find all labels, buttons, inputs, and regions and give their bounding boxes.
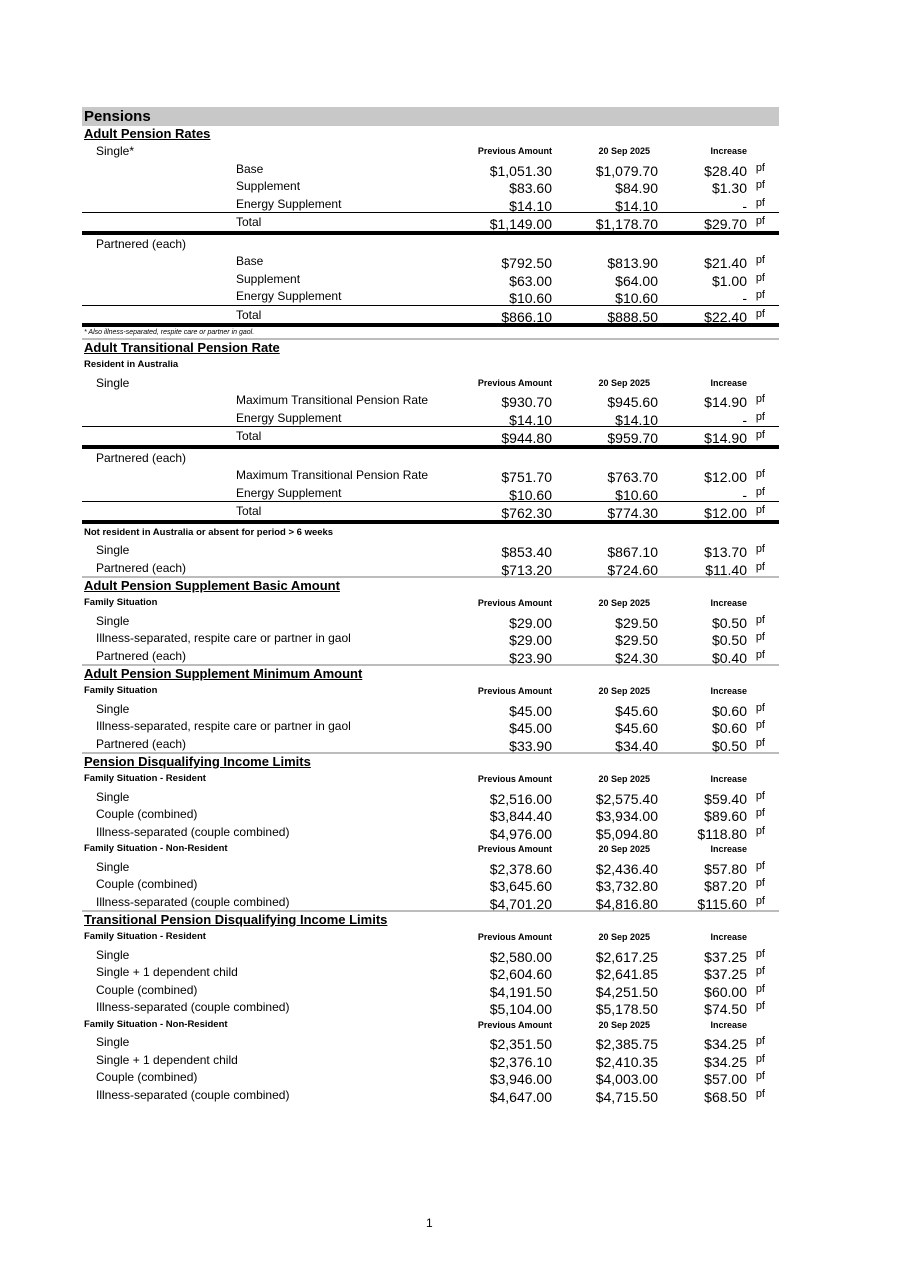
increase-amount: $0.60: [711, 720, 747, 736]
previous-amount: $4,976.00: [489, 825, 552, 842]
pf-marker: pf: [755, 824, 765, 837]
header-row: [82, 928, 779, 946]
table-row: [82, 875, 779, 893]
section-banner: Pensions: [82, 107, 779, 126]
pf-marker: pf: [755, 468, 765, 480]
new-amount: $10.60: [615, 290, 658, 306]
increase-amount: $68.50: [704, 1088, 747, 1105]
previous-amount: $4,647.00: [489, 1088, 552, 1105]
table-row: [82, 981, 779, 999]
header-row: [82, 682, 779, 700]
row-label: Family Situation: [84, 597, 158, 608]
row-label: Supplement: [236, 271, 301, 286]
previous-amount-header: Previous Amount: [477, 377, 552, 388]
new-amount: $2,436.40: [595, 860, 658, 877]
table-row: [82, 195, 779, 213]
increase-amount: $34.25: [704, 1053, 747, 1070]
increase-amount: -: [742, 486, 747, 503]
pf-marker: pf: [755, 504, 765, 516]
table-row: [82, 1051, 779, 1069]
new-amount: $1,178.70: [595, 216, 658, 232]
increase-amount: $1.00: [711, 272, 747, 289]
table-row: [82, 1033, 779, 1051]
row-label: Family Situation - Non-Resident: [84, 1018, 228, 1030]
row-label: Total: [236, 307, 262, 322]
row-label: Single: [96, 613, 130, 628]
increase-amount: $118.80: [697, 825, 747, 842]
pf-marker: pf: [755, 485, 765, 498]
increase-amount: $29.70: [704, 216, 747, 232]
pf-marker: pf: [755, 1087, 765, 1100]
table-row: [82, 735, 779, 755]
new-amount-header: 20 Sep 2025: [598, 686, 650, 696]
pf-marker: pf: [755, 429, 765, 441]
pf-marker: pf: [755, 393, 765, 405]
row-label: Single: [96, 1035, 130, 1049]
row-label: Energy Supplement: [236, 485, 342, 500]
header-row: [82, 770, 779, 788]
increase-amount: $28.40: [704, 162, 747, 179]
pf-marker: pf: [755, 215, 765, 227]
increase-amount: $57.80: [704, 860, 747, 877]
previous-amount: $2,516.00: [489, 790, 552, 807]
increase-amount: $115.60: [697, 895, 747, 912]
pf-marker: pf: [755, 947, 765, 960]
pf-marker: pf: [755, 859, 765, 872]
new-amount: $64.00: [615, 272, 658, 289]
pf-marker: pf: [755, 877, 765, 889]
previous-amount: $1,149.00: [489, 216, 552, 232]
previous-amount-header: Previous Amount: [477, 932, 552, 942]
row-label: Single: [96, 701, 130, 716]
new-amount: $2,385.75: [595, 1036, 658, 1052]
row-label: Single: [96, 375, 130, 390]
table-row: [82, 252, 779, 270]
new-amount: $29.50: [615, 614, 658, 631]
increase-amount: $37.25: [704, 948, 747, 965]
row-label: Couple (combined): [96, 807, 198, 821]
table-row: [82, 177, 779, 195]
row-label: Energy Supplement: [236, 410, 342, 425]
pf-marker: pf: [755, 410, 765, 423]
row-label: Family Situation - Resident: [84, 773, 206, 784]
increase-amount: $0.40: [711, 649, 747, 666]
table-row: [82, 391, 779, 409]
previous-amount: $3,844.40: [489, 808, 552, 824]
previous-amount: $10.60: [509, 290, 552, 306]
pf-marker: pf: [755, 965, 765, 977]
pf-marker: pf: [755, 631, 765, 643]
new-amount: $867.10: [607, 544, 658, 560]
row-label: Single: [96, 859, 130, 874]
previous-amount: $29.00: [509, 632, 552, 648]
new-amount: $763.70: [607, 469, 658, 485]
new-amount-header: 20 Sep 2025: [598, 1019, 650, 1030]
table-row: [82, 612, 779, 630]
pf-marker: pf: [755, 196, 765, 209]
group-row: [82, 524, 779, 542]
table-row: [82, 501, 779, 524]
new-amount-header: 20 Sep 2025: [598, 844, 650, 854]
pf-marker: pf: [755, 307, 765, 320]
row-label: Maximum Transitional Pension Rate: [236, 393, 429, 407]
row-label: Energy Supplement: [236, 289, 342, 303]
table-row: [82, 946, 779, 964]
group-label: Partnered (each): [96, 236, 187, 251]
new-amount: $4,003.00: [595, 1071, 658, 1087]
increase-amount: $89.60: [704, 808, 747, 824]
table-row: [82, 559, 779, 579]
previous-amount: $10.60: [509, 486, 552, 503]
pf-marker: pf: [755, 894, 765, 907]
previous-amount: $3,645.60: [489, 878, 552, 894]
row-label: Illness-separated (couple combined): [96, 1087, 290, 1102]
new-amount: $4,251.50: [595, 983, 658, 1000]
previous-amount: $29.00: [509, 614, 552, 631]
new-amount: $14.10: [615, 411, 658, 428]
previous-amount: $2,378.60: [489, 860, 552, 877]
previous-amount: $45.00: [509, 720, 552, 736]
new-amount-header: 20 Sep 2025: [598, 598, 650, 608]
increase-header: Increase: [710, 146, 747, 156]
new-amount: $2,575.40: [595, 790, 658, 807]
new-amount: $3,732.80: [595, 878, 658, 894]
increase-header: Increase: [710, 1019, 747, 1030]
footnote: * Also illness-separated, respite care or partner in gaol.: [82, 327, 779, 340]
table-row: [82, 823, 779, 841]
table-row: [82, 893, 779, 913]
new-amount: $45.60: [615, 720, 658, 736]
increase-amount: $11.40: [705, 561, 747, 578]
increase-amount: $12.00: [704, 469, 747, 485]
increase-amount: -: [742, 411, 747, 428]
previous-amount: $2,351.50: [489, 1036, 552, 1052]
row-label: Single + 1 dependent child: [96, 965, 238, 979]
new-amount: $1,079.70: [595, 162, 658, 179]
increase-header: Increase: [710, 844, 747, 854]
row-label: Couple (combined): [96, 982, 198, 997]
table-row: [82, 160, 779, 178]
row-label: Single: [96, 543, 130, 557]
row-label: Partnered (each): [96, 736, 187, 751]
new-amount: $3,934.00: [595, 808, 658, 824]
previous-amount: $3,946.00: [489, 1071, 552, 1087]
table-row: [82, 484, 779, 502]
table-row: [82, 647, 779, 667]
new-amount-header: 20 Sep 2025: [598, 774, 650, 784]
previous-amount: $751.70: [501, 469, 552, 485]
row-label: Maximum Transitional Pension Rate: [236, 468, 429, 482]
increase-amount: $0.60: [711, 702, 747, 719]
row-label: Family Situation - Non-Resident: [84, 843, 228, 854]
section-title: Adult Transitional Pension Rate: [84, 340, 280, 355]
previous-amount: $930.70: [501, 394, 552, 410]
pf-marker: pf: [755, 271, 765, 284]
previous-amount: $762.30: [501, 505, 552, 521]
table-row: [82, 426, 779, 449]
row-label: Couple (combined): [96, 877, 198, 891]
new-amount: $4,816.80: [595, 895, 658, 912]
group-label: Partnered (each): [96, 450, 187, 465]
increase-header: Increase: [710, 686, 747, 696]
pf-marker: pf: [755, 179, 765, 191]
row-label: Supplement: [236, 179, 301, 193]
row-label: Illness-separated (couple combined): [96, 1000, 290, 1014]
group-row: [82, 356, 779, 374]
row-label: Single: [96, 789, 130, 804]
previous-amount: $14.10: [509, 411, 552, 428]
row-label: Base: [236, 161, 264, 176]
new-amount-header: 20 Sep 2025: [598, 146, 650, 156]
pf-marker: pf: [755, 701, 765, 714]
previous-amount: $45.00: [509, 702, 552, 719]
group-row: [82, 449, 779, 467]
section-title: Adult Pension Rates: [84, 126, 211, 141]
previous-amount: $853.40: [501, 544, 552, 560]
table-row: [82, 466, 779, 484]
previous-amount: $4,191.50: [489, 983, 552, 1000]
header-row: [82, 1016, 779, 1034]
previous-amount-header: Previous Amount: [477, 146, 552, 156]
pf-marker: pf: [755, 560, 765, 573]
new-amount: $2,617.25: [595, 948, 658, 965]
table-row: [82, 629, 779, 647]
increase-header: Increase: [710, 598, 747, 608]
increase-amount: -: [742, 290, 747, 306]
increase-amount: $34.25: [704, 1036, 747, 1052]
previous-amount: $5,104.00: [489, 1001, 552, 1017]
section-title: Transitional Pension Disqualifying Income Limits: [84, 912, 388, 927]
new-amount: $2,410.35: [595, 1053, 658, 1070]
increase-amount: $0.50: [711, 614, 747, 631]
table-row: [82, 409, 779, 427]
new-amount: $45.60: [615, 702, 658, 719]
increase-amount: $0.50: [711, 737, 747, 754]
pf-marker: pf: [755, 648, 765, 661]
row-label: Total: [236, 215, 262, 229]
row-label: Partnered (each): [96, 560, 187, 575]
pf-marker: pf: [755, 736, 765, 749]
previous-amount: $713.20: [501, 561, 552, 578]
section-title: Pension Disqualifying Income Limits: [84, 754, 311, 769]
row-label: Couple (combined): [96, 1070, 198, 1084]
row-label: Single: [96, 947, 130, 962]
row-label: Illness-separated (couple combined): [96, 824, 290, 839]
table-row: [82, 287, 779, 305]
new-amount-header: 20 Sep 2025: [598, 377, 650, 388]
new-amount: $24.30: [615, 649, 658, 666]
new-amount: $813.90: [607, 255, 658, 271]
previous-amount: $33.90: [509, 737, 552, 754]
new-amount-header: 20 Sep 2025: [598, 932, 650, 942]
increase-amount: $12.00: [704, 505, 747, 521]
increase-amount: $14.90: [704, 394, 747, 410]
previous-amount-header: Previous Amount: [477, 844, 552, 854]
increase-amount: $14.90: [704, 430, 747, 446]
previous-amount: $2,604.60: [489, 966, 552, 982]
table-row: [82, 788, 779, 806]
pf-marker: pf: [755, 719, 765, 731]
row-label: Energy Supplement: [236, 196, 342, 211]
group-row: [82, 235, 779, 253]
new-amount: $888.50: [607, 308, 658, 325]
increase-amount: $37.25: [704, 966, 747, 982]
previous-amount-header: Previous Amount: [477, 1019, 552, 1030]
increase-amount: -: [742, 197, 747, 214]
row-label: Base: [236, 254, 264, 268]
previous-amount: $4,701.20: [489, 895, 552, 912]
table-row: [82, 541, 779, 559]
pf-marker: pf: [755, 1035, 765, 1047]
table-row: [82, 858, 779, 876]
increase-header: Increase: [710, 377, 747, 388]
table-row: [82, 1068, 779, 1086]
previous-amount: $2,580.00: [489, 948, 552, 965]
previous-amount: $14.10: [509, 197, 552, 214]
header-row: [82, 594, 779, 612]
row-label: Total: [236, 504, 262, 518]
previous-amount: $63.00: [509, 272, 552, 289]
section-title: Adult Pension Supplement Basic Amount: [84, 578, 340, 593]
new-amount: $29.50: [615, 632, 658, 648]
increase-amount: $59.40: [704, 790, 747, 807]
row-label: Illness-separated, respite care or partner in gaol: [96, 631, 351, 645]
new-amount: $2,641.85: [595, 966, 658, 982]
pf-marker: pf: [755, 1052, 765, 1065]
new-amount: $945.60: [607, 394, 658, 410]
previous-amount: $1,051.30: [489, 162, 552, 179]
new-amount: $14.10: [615, 197, 658, 214]
increase-amount: $21.40: [704, 255, 747, 271]
header-row: [82, 374, 779, 392]
row-label: Single + 1 dependent child: [96, 1052, 238, 1067]
new-amount: $724.60: [607, 561, 658, 578]
increase-amount: $22.40: [704, 308, 747, 325]
previous-amount: $2,376.10: [489, 1053, 552, 1070]
pf-marker: pf: [755, 613, 765, 626]
pf-marker: pf: [755, 807, 765, 819]
table-row: [82, 717, 779, 735]
previous-amount: $23.90: [509, 649, 552, 666]
pf-marker: pf: [755, 161, 765, 174]
pf-marker: pf: [755, 1070, 765, 1082]
previous-amount: $792.50: [501, 255, 552, 271]
header-row: [82, 142, 779, 160]
new-amount: $774.30: [607, 505, 658, 521]
row-label: Partnered (each): [96, 648, 187, 663]
pf-marker: pf: [755, 1000, 765, 1012]
previous-amount: $944.80: [501, 430, 552, 446]
pf-marker: pf: [755, 289, 765, 301]
new-amount: $959.70: [607, 430, 658, 446]
previous-amount: $866.10: [501, 308, 552, 325]
table-row: [82, 700, 779, 718]
increase-amount: $57.00: [704, 1071, 747, 1087]
table-row: [82, 1086, 779, 1104]
table-row: [82, 270, 779, 288]
row-label: Illness-separated (couple combined): [96, 894, 290, 909]
new-amount: $84.90: [615, 180, 658, 196]
previous-amount-header: Previous Amount: [477, 686, 552, 696]
increase-amount: $74.50: [704, 1001, 747, 1017]
group-label: Not resident in Australia or absent for period > 6 weeks: [84, 526, 334, 538]
increase-amount: $13.70: [704, 544, 747, 560]
document-page: [82, 107, 779, 1103]
new-amount: $4,715.50: [595, 1088, 658, 1105]
increase-header: Increase: [710, 774, 747, 784]
increase-amount: $87.20: [704, 878, 747, 894]
pf-marker: pf: [755, 543, 765, 555]
previous-amount: $83.60: [509, 180, 552, 196]
table-row: [82, 805, 779, 823]
row-label: Family Situation - Resident: [84, 931, 206, 942]
row-label: Single*: [96, 144, 135, 158]
section-title: Adult Pension Supplement Minimum Amount: [84, 666, 363, 681]
pf-marker: pf: [755, 789, 765, 802]
table-row: [82, 998, 779, 1016]
increase-header: Increase: [710, 932, 747, 942]
increase-amount: $1.30: [711, 180, 747, 196]
group-label: Resident in Australia: [84, 359, 179, 370]
new-amount: $10.60: [615, 486, 658, 503]
header-row: [82, 840, 779, 858]
page-number: 1: [426, 1216, 433, 1230]
row-label: Illness-separated, respite care or partner in gaol: [96, 719, 351, 733]
new-amount: $5,178.50: [595, 1001, 658, 1017]
table-row: [82, 212, 779, 235]
table-row: [82, 963, 779, 981]
increase-amount: $60.00: [704, 983, 747, 1000]
previous-amount-header: Previous Amount: [477, 598, 552, 608]
row-label: Total: [236, 429, 262, 443]
row-label: Family Situation: [84, 685, 158, 696]
new-amount: $34.40: [615, 737, 658, 754]
previous-amount-header: Previous Amount: [477, 774, 552, 784]
new-amount: $5,094.80: [595, 825, 658, 842]
increase-amount: $0.50: [711, 632, 747, 648]
table-row: [82, 305, 779, 328]
pf-marker: pf: [755, 982, 765, 995]
pf-marker: pf: [755, 254, 765, 266]
